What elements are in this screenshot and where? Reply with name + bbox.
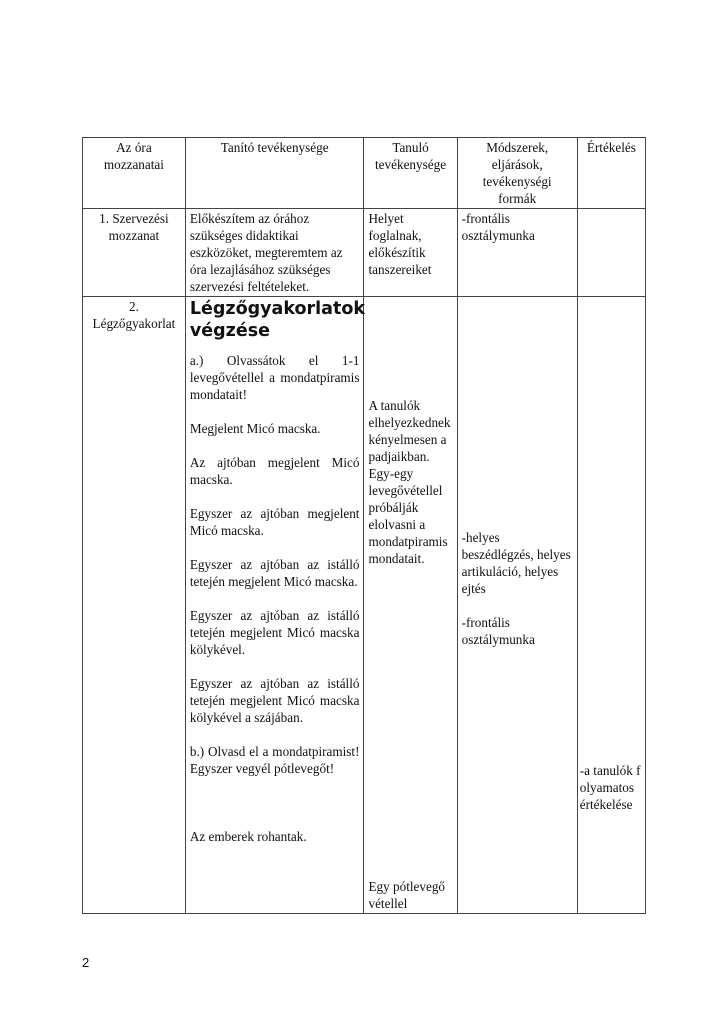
row1-student-activity: Helyet foglalnak, előkészítik tanszereiket xyxy=(364,209,457,297)
methods-speech: -helyes beszédlégzés, helyes artikuláció, helyes ejtés xyxy=(461,530,571,596)
sentence-6: Egyszer az ajtóban az istálló tetején megjelent Micó macska kölykével a szájában. xyxy=(189,676,360,725)
sentence-1: Megjelent Micó macska. xyxy=(189,421,321,436)
row2-phase xyxy=(83,297,186,914)
header-teacher-activity: Tanító tevékenysége xyxy=(185,138,364,209)
last-sentence: Az emberek rohantak. xyxy=(189,829,307,844)
row2-student-activity xyxy=(364,297,457,914)
header-student-activity: Tanuló tevékenysége xyxy=(364,138,457,209)
sentence-3: Egyszer az ajtóban megjelent Micó macska. xyxy=(189,506,360,538)
sentence-5: Egyszer az ajtóban az istálló tetején megjelent Micó macska kölykével. xyxy=(189,608,360,657)
student-activity-a: A tanulók elhelyezkednek kényelmesen a padjaikban. Egy-egy levegővétellel próbálják elolvasni a mondatpiramis mondatait. xyxy=(368,398,451,566)
sentence-4: Egyszer az ajtóban az istálló tetején megjelent Micó macska. xyxy=(189,557,360,589)
sentence-2: Az ajtóban megjelent Micó macska. xyxy=(189,455,360,487)
row1-teacher-activity: Előkészítem az órához szükséges didaktikai eszközöket, megteremtem az óra lezajlásához szükséges szervezési feltételeket. xyxy=(185,209,364,297)
section-title: Légzőgyakorlatok végzése xyxy=(189,299,365,341)
header-evaluation: Értékelés xyxy=(577,138,645,209)
lesson-plan-table xyxy=(82,137,646,914)
table-row xyxy=(83,209,646,297)
row2-phase-label: Légzőgyakorlat xyxy=(92,316,176,331)
row2-phase-number: 2. xyxy=(128,299,139,314)
task-a: a.) Olvassátok el 1-1 levegővétellel a mondatpiramis mondatait! xyxy=(189,353,360,402)
header-methods: Módszerek, eljárások, tevékenységi formák xyxy=(457,138,577,209)
row1-evaluation xyxy=(577,209,645,297)
student-activity-b: Egy pótlevegő vétellel xyxy=(368,879,446,911)
row2-methods xyxy=(457,297,577,914)
row2-teacher-activity xyxy=(185,297,364,914)
table-header-row xyxy=(83,138,646,209)
evaluation-text: -a tanulók folyamatos értékelése xyxy=(579,763,641,812)
row1-methods: -frontális osztálymunka xyxy=(457,209,577,297)
row1-phase: 1. Szervezési mozzanat xyxy=(83,209,186,297)
row2-evaluation xyxy=(577,297,645,914)
task-b: b.) Olvasd el a mondatpiramist! Egyszer vegyél pótlevegőt! xyxy=(189,744,360,776)
header-lesson-phases: Az óra mozzanatai xyxy=(83,138,186,209)
page-number: 2 xyxy=(82,955,90,970)
methods-frontal: -frontális osztálymunka xyxy=(461,615,535,647)
table-row xyxy=(83,297,646,914)
